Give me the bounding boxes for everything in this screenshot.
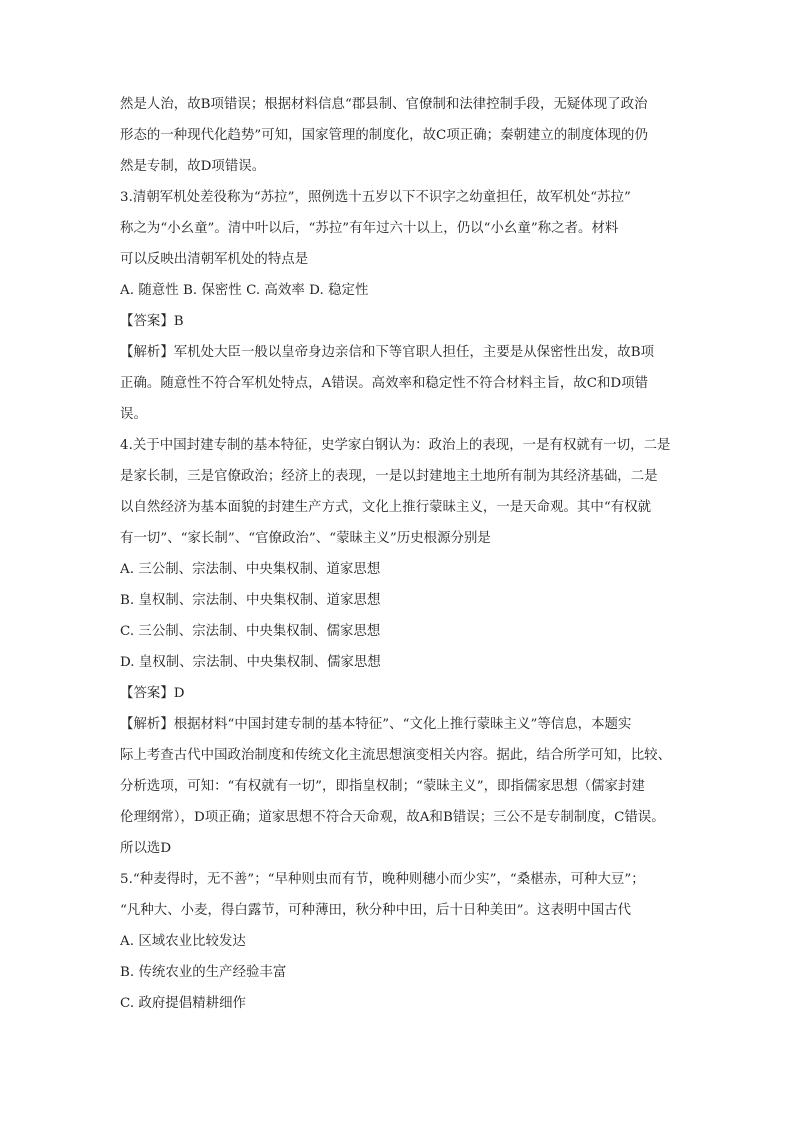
question-4-stem: 以自然经济为基本面貌的封建生产方式，文化上推行蒙昧主义，一是天命观。其中“有权就 [120, 500, 652, 515]
analysis-text: 际上考查古代中国政治制度和传统文化主流思想演变相关内容。据此，结合所学可知，比较、 [120, 748, 672, 763]
text-line: 然是人治，故B项错误；根据材料信息“郡县制、官僚制和法律控制手段，无疑体现了政治 [120, 97, 648, 112]
option-c: C. 政府提倡精耕细作 [120, 996, 246, 1011]
option-b: B. 传统农业的生产经验丰富 [120, 965, 287, 980]
analysis-text: 伦理纲常），D项正确；道家思想不符合天命观，故A和B错误；三公不是专制制度，C错误。 [120, 810, 665, 825]
analysis-text: 正确。随意性不符合军机处特点，A错误。高效率和稳定性不符合材料主旨，故C和D项错 [120, 376, 649, 391]
analysis-text: 误。 [120, 407, 147, 422]
answer-label: 【答案】B [120, 314, 184, 329]
option-a: A. 区域农业比较发达 [120, 934, 246, 949]
analysis-text: 【解析】军机处大臣一般以皇帝身边亲信和下等官职人担任，主要是从保密性出发，故B项 [120, 345, 655, 360]
question-4-stem: 4.关于中国封建专制的基本特征，史学家白钢认为：政治上的表现，一是有权就有一切，二是 [120, 438, 671, 453]
analysis-text: 所以选D [120, 841, 172, 856]
question-3-stem: 称之为“小幺童”。清中叶以后，“苏拉”有年过六十以上，仍以“小幺童”称之者。材料 [120, 221, 619, 236]
question-5-stem: “凡种大、小麦，得白露节，可种薄田，秋分种中田，后十日种美田”。这表明中国古代 [120, 903, 632, 918]
question-5-stem: 5.“种麦得时，无不善”；“早种则虫而有节，晚种则穗小而少实”，“桑椹赤，可种大豆”； [120, 872, 645, 887]
option-c: C. 三公制、宗法制、中央集权制、儒家思想 [120, 624, 381, 639]
question-4-stem: 是家长制，三是官僚政治；经济上的表现，一是以封建地主土地所有制为其经济基础，二是 [120, 469, 658, 484]
question-3-stem: 可以反映出清朝军机处的特点是 [120, 252, 309, 267]
text-line: 形态的一种现代化趋势”可知，国家管理的制度化，故C项正确；秦朝建立的制度体现的仍 [120, 128, 648, 143]
question-3-options: A. 随意性 B. 保密性 C. 高效率 D. 稳定性 [120, 283, 369, 298]
text-line: 然是专制，故D项错误。 [120, 159, 266, 174]
answer-label: 【答案】D [120, 686, 185, 701]
option-d: D. 皇权制、宗法制、中央集权制、儒家思想 [120, 655, 381, 670]
option-b: B. 皇权制、宗法制、中央集权制、道家思想 [120, 593, 381, 608]
analysis-text: 分析选项，可知：“有权就有一切”，即指皇权制；“蒙昧主义”，即指儒家思想（儒家封建 [120, 779, 645, 794]
question-4-stem: 有一切”、“家长制”、“官僚政治”、“蒙昧主义”历史根源分别是 [120, 531, 491, 546]
question-3-stem: 3.清朝军机处差役称为“苏拉”，照例选十五岁以下不识字之幼童担任，故军机处“苏拉” [120, 190, 631, 205]
option-a: A. 三公制、宗法制、中央集权制、道家思想 [120, 562, 381, 577]
analysis-text: 【解析】根据材料“中国封建专制的基本特征”、“文化上推行蒙昧主义”等信息，本题实 [120, 717, 632, 732]
